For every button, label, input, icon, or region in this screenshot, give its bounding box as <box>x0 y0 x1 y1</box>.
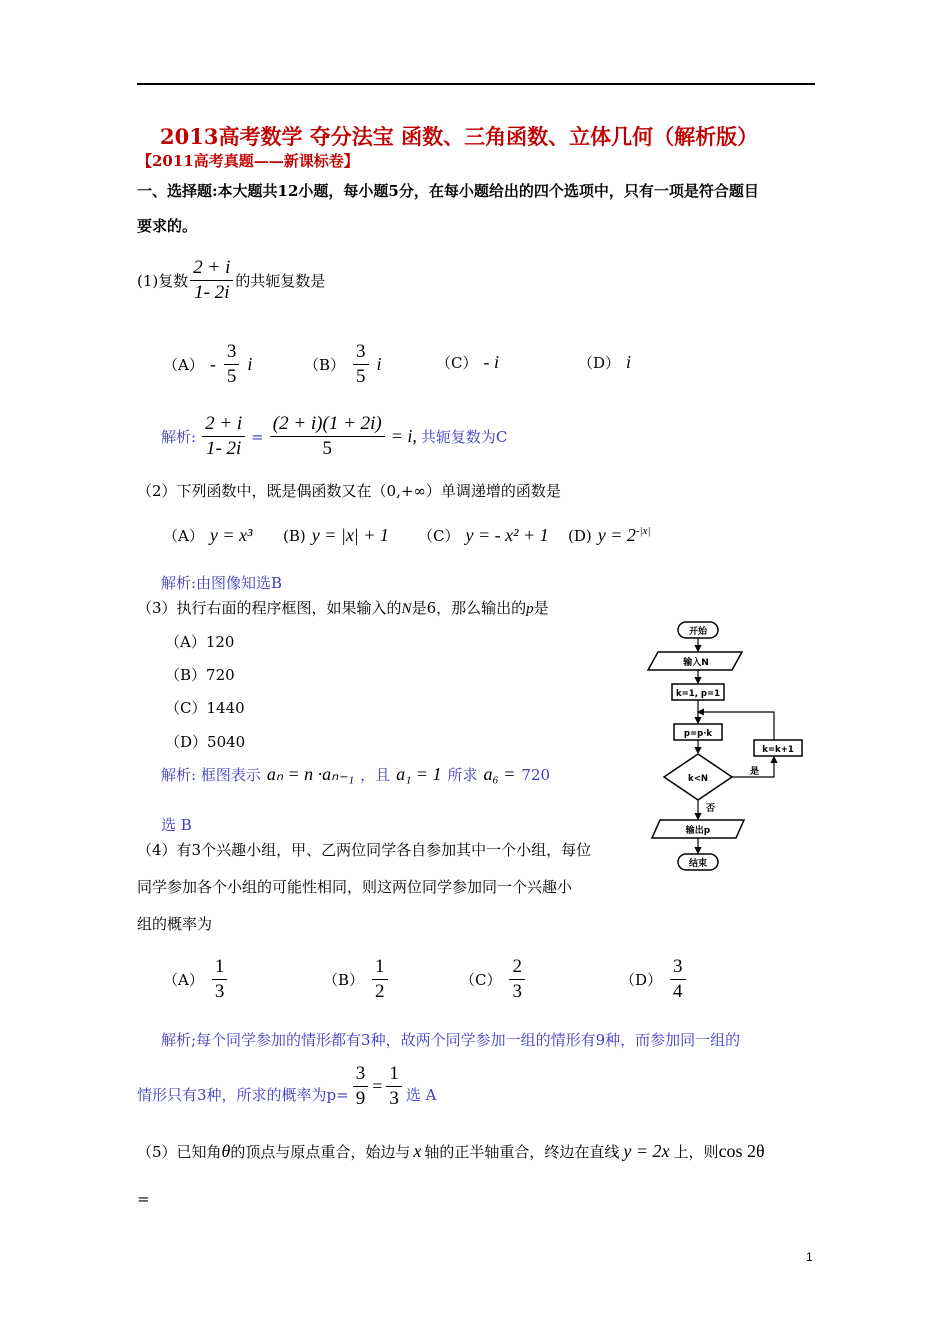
q3-analysis-recurrence: aₙ = n ·aₙ₋₁ <box>266 764 355 784</box>
q1-option-a-frac <box>224 342 240 387</box>
q1-analysis-frac2-den: 5 <box>322 438 332 459</box>
exam-subtitle: 【2011高考真题——新课标卷】 <box>137 152 359 170</box>
q4-option-a-den: 3 <box>214 981 225 1002</box>
q4-option-d-num: 3 <box>670 957 686 980</box>
question-4-line3: 组的概率为 <box>137 915 213 933</box>
q4-analysis-frac2 <box>386 1064 402 1109</box>
q3-analysis-mid: ，且 <box>360 766 391 784</box>
q1-analysis-frac2-num: (2 + i)(1 + 2i) <box>270 414 385 437</box>
q2-option-c[interactable] <box>418 525 549 546</box>
q1-analysis-tail: 共轭复数为C <box>420 428 508 446</box>
section-instructions-line1: 一、选择题:本大题共12小题，每小题5分，在每小题给出的四个选项中，只有一项是符合题目 <box>137 182 759 200</box>
q4-option-c-den: 3 <box>512 981 522 1002</box>
q1-option-b-var: i <box>376 354 382 374</box>
q1-option-c-label: （C） <box>436 354 478 372</box>
q1-option-b[interactable] <box>304 342 382 387</box>
q2-option-b-expr: y = |x| + 1 <box>311 525 389 545</box>
q1-analysis-frac2 <box>270 414 385 459</box>
q1-option-a-label: （A） <box>163 356 204 374</box>
q2-option-a[interactable] <box>163 525 252 546</box>
q3-analysis-choice: 选 B <box>161 816 192 834</box>
header-rule <box>137 83 815 85</box>
q5-x: x <box>413 1141 422 1161</box>
q4-analysis-line1: 解析;每个同学参加的情形都有3种，故两个同学参加一组的情形有9种，而参加同一组的 <box>161 1031 741 1049</box>
page-number: 1 <box>806 1250 813 1264</box>
q1-suffix: 的共轭复数是 <box>235 272 326 290</box>
q2-option-c-label: （C） <box>418 527 460 545</box>
q5-mid2: 轴的正半轴重合，终边在直线 <box>424 1143 620 1161</box>
q1-option-c-text: - i <box>483 352 499 372</box>
q3-analysis-init: a₁ = 1 <box>396 764 442 784</box>
q1-option-a-den: 5 <box>226 366 237 387</box>
q4-analysis-tail: 选 A <box>405 1086 437 1104</box>
q2-analysis: 解析:由图像知选B <box>161 574 283 592</box>
q2-option-d-base: y = 2 <box>597 525 636 545</box>
q4-analysis-frac2-den: 3 <box>389 1088 399 1109</box>
flow-start-label: 开始 <box>688 627 708 637</box>
q1-analysis-frac1 <box>202 414 245 459</box>
q3-text-mid: 是6，那么输出的 <box>411 599 527 617</box>
q3-text-post: 是 <box>533 599 549 617</box>
q4-option-c-frac <box>509 957 525 1002</box>
q4-option-c-label: （C） <box>460 971 502 989</box>
q4-analysis-frac2-num: 1 <box>386 1064 402 1087</box>
flow-yes-label: 是 <box>750 767 760 777</box>
q2-option-d-label: (D) <box>568 526 592 545</box>
q4-option-b[interactable] <box>323 957 390 1002</box>
q4-analysis-frac1-den: 9 <box>355 1088 366 1109</box>
q1-analysis-result: = i, <box>390 426 417 446</box>
q4-option-a-label: （A） <box>163 971 204 989</box>
q4-analysis-line2-text: 情形只有3种，所求的概率为p= <box>137 1086 349 1104</box>
flow-update-p-label: p=p·k <box>683 729 713 739</box>
q3-analysis <box>161 764 550 785</box>
q1-frac-num: 2 + i <box>190 258 233 281</box>
q1-option-a-var: i <box>247 354 253 374</box>
q5-equals: = <box>137 1190 150 1208</box>
question-1 <box>137 258 325 303</box>
question-4-line2: 同学参加各个小组的可能性相同，则这两位同学参加同一个兴趣小 <box>137 878 573 896</box>
q1-option-d-text: i <box>626 352 632 372</box>
q4-option-d-label: （D） <box>620 971 663 989</box>
question-2: （2）下列函数中，既是偶函数又在（0,+∞）单调递增的函数是 <box>137 482 561 500</box>
q1-option-a-sign: - <box>209 354 216 374</box>
q1-analysis-frac1-den: 1- 2i <box>205 438 242 459</box>
q1-fraction <box>190 258 233 303</box>
q2-option-d-expr <box>598 525 651 546</box>
q5-theta: θ <box>221 1141 231 1161</box>
q1-option-b-den: 5 <box>356 366 366 387</box>
flowchart <box>644 614 810 876</box>
q2-option-b[interactable] <box>283 525 389 546</box>
flow-init-label: k=1, p=1 <box>676 689 720 699</box>
q4-option-c[interactable] <box>460 957 527 1002</box>
q1-frac-den: 1- 2i <box>194 282 230 303</box>
q3-option-a[interactable]: （A）120 <box>165 633 235 651</box>
flow-output-label: 输出p <box>685 826 711 836</box>
q2-option-d[interactable] <box>568 525 650 546</box>
q5-cos: cos 2θ <box>718 1141 765 1161</box>
q4-option-b-frac <box>372 957 388 1002</box>
q1-option-b-num: 3 <box>353 342 369 365</box>
flow-update-k-label: k=k+1 <box>762 745 794 755</box>
flow-condition-label: k<N <box>688 774 708 784</box>
q1-analysis-eq: = <box>251 427 264 446</box>
question-5 <box>137 1141 765 1162</box>
section-instructions-line2: 要求的。 <box>137 217 198 235</box>
q4-option-b-label: （B） <box>323 971 365 989</box>
q5-line-eq: y = 2x <box>623 1141 670 1161</box>
q4-analysis-eq: = <box>372 1076 383 1096</box>
q3-option-c[interactable]: （C）1440 <box>165 699 245 717</box>
q2-option-a-expr: y = x³ <box>209 525 253 545</box>
q3-analysis-pre: 解析: 框图表示 <box>161 766 261 784</box>
q3-option-d[interactable]: （D）5040 <box>165 733 246 751</box>
q4-option-b-den: 2 <box>375 981 385 1002</box>
q2-option-c-expr: y = - x² + 1 <box>465 525 549 545</box>
flow-end-label: 结束 <box>688 859 708 869</box>
q1-option-a[interactable] <box>163 342 252 387</box>
q4-option-d[interactable] <box>620 957 688 1002</box>
q1-option-b-frac <box>353 342 369 387</box>
flow-input-label: 输入N <box>683 658 709 668</box>
q3-analysis-mid2: 所求 <box>447 766 478 784</box>
q1-option-b-label: （B） <box>304 356 346 374</box>
q2-option-b-label: (B) <box>283 526 306 545</box>
q2-option-a-label: （A） <box>163 527 204 545</box>
q3-text-pre: （3）执行右面的程序框图，如果输入的 <box>137 599 402 617</box>
q4-option-b-num: 1 <box>372 957 388 980</box>
q1-option-a-num: 3 <box>224 342 240 365</box>
q4-option-d-den: 4 <box>673 981 683 1002</box>
q5-mid3: 上，则 <box>673 1143 719 1161</box>
q4-analysis-line2 <box>137 1064 436 1109</box>
q1-option-d[interactable] <box>578 352 631 373</box>
q1-option-d-label: （D） <box>578 354 621 372</box>
q4-option-a-num: 1 <box>212 957 228 980</box>
q1-analysis-label: 解析: <box>161 428 197 446</box>
q4-analysis-frac1-num: 3 <box>353 1064 369 1087</box>
question-4-line1: （4）有3个兴趣小组，甲、乙两位同学各自参加其中一个小组，每位 <box>137 841 592 859</box>
q1-analysis <box>161 414 507 459</box>
q1-prefix: (1)复数 <box>137 272 189 290</box>
q4-analysis-frac1 <box>353 1064 369 1109</box>
q5-mid1: 的顶点与原点重合，始边与 <box>230 1143 411 1161</box>
q1-analysis-frac1-num: 2 + i <box>202 414 245 437</box>
q1-option-c[interactable] <box>436 352 499 373</box>
q4-option-c-num: 2 <box>509 957 525 980</box>
q3-option-b[interactable]: （B）720 <box>165 666 235 684</box>
page-title: 2013高考数学 夺分法宝 函数、三角函数、立体几何（解析版） <box>160 124 759 149</box>
question-3 <box>137 597 549 618</box>
flow-no-label: 否 <box>706 804 716 814</box>
q3-analysis-value: 720 <box>521 765 551 784</box>
q4-option-d-frac <box>670 957 686 1002</box>
q2-option-d-exponent: -|x| <box>635 525 651 537</box>
q4-option-a[interactable] <box>163 957 229 1002</box>
q5-pre: （5）已知角 <box>137 1143 222 1161</box>
q3-analysis-a6: a₆ = <box>483 764 516 784</box>
q3-var-p: p <box>526 601 534 617</box>
q4-option-a-frac <box>212 957 228 1002</box>
q3-var-n: N <box>401 601 412 617</box>
